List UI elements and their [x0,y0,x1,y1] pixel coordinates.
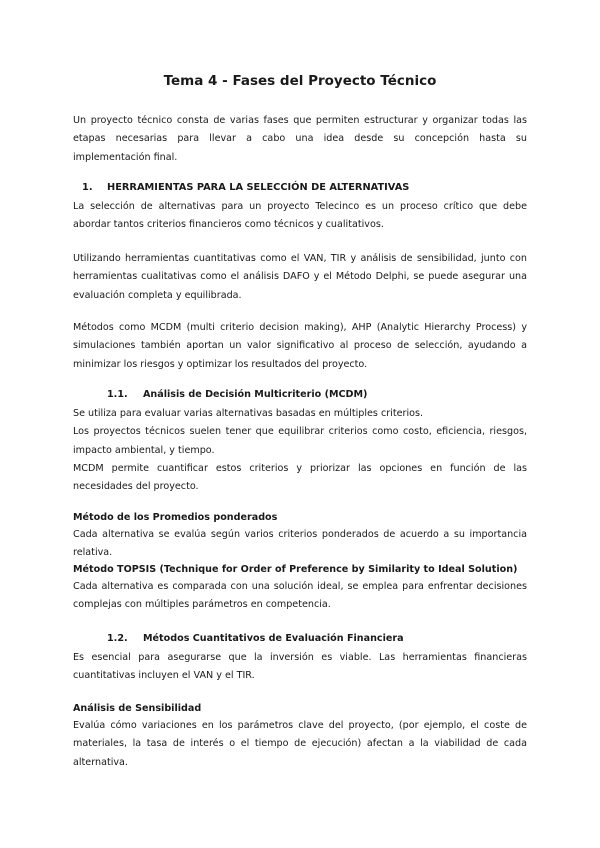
paragraph-line: Cada alternativa es comparada con una solución ideal, se emplea para enfrentar decisiones [73,581,527,592]
topsis-paragraph [73,578,527,615]
section-1-1-number: 1.1. [107,389,128,400]
paragraph-line: materiales, la tasa de interés o el tiempo de ejecución) afectan a la viabilidad de cada [73,738,527,750]
section-1-1-heading [107,389,367,400]
paragraph-line: Cada alternativa se evalúa según varios criterios ponderados de acuerdo a su importancia [73,529,527,540]
paragraph-line: Evalúa cómo variaciones en los parámetros clave del proyecto, (por ejemplo, el coste de [73,720,527,731]
paragraph-line: alternativa. [73,756,128,768]
section-1-title: HERRAMIENTAS PARA LA SELECCIÓN DE ALTERNATIVAS [107,182,410,193]
section-1-paragraph-1 [73,198,527,235]
section-1-2-paragraph [73,649,527,686]
section-1-number: 1. [82,182,93,193]
paragraph-line: necesidades del proyecto. [73,481,199,493]
paragraph-line: Los proyectos técnicos suelen tener que equilibrar criterios como costo, eficiencia, riesgos, [73,426,527,438]
paragraph-line: cuantitativas incluyen el VAN y el TIR. [73,670,255,682]
paragraph-line: La selección de alternativas para un proyecto Telecinco es un proceso crítico que debe [73,201,527,212]
paragraph-line: abordar tantos criterios financieros como técnicos y cualitativos. [73,219,384,231]
paragraph-line: MCDM permite cuantificar estos criterios y priorizar las opciones en función de las [73,462,527,474]
intro-line: etapas necesarias para llevar a cabo una idea desde su concepción hasta su [73,133,527,145]
section-1-paragraph-3 [73,319,527,374]
section-1-2-title: Métodos Cuantitativos de Evaluación Financiera [143,633,404,644]
weighted-method-paragraph [73,526,527,563]
section-1-2-number: 1.2. [107,633,128,644]
paragraph-line: simulaciones también aportan un valor significativo al proceso de selección, ayudando a [73,340,527,352]
sensitivity-heading: Análisis de Sensibilidad [73,703,202,714]
paragraph-line: complejas con múltiples parámetros en competencia. [73,599,331,611]
section-1-1-title: Análisis de Decisión Multicriterio (MCDM) [143,389,368,400]
page-title: Tema 4 - Fases del Proyecto Técnico [163,73,437,89]
section-1-heading [82,182,409,193]
paragraph-line: relativa. [73,547,113,559]
paragraph-line: herramientas cualitativas como el análisis DAFO y el Método Delphi, se puede asegurar una [73,271,527,283]
intro-line: implementación final. [73,151,178,163]
paragraph-line: Métodos como MCDM (multi criterio decision making), AHP (Analytic Hierarchy Process) y [73,322,527,333]
weighted-method-heading: Método de los Promedios ponderados [73,512,278,523]
intro-line: Un proyecto técnico consta de varias fases que permiten estructurar y organizar todas las [73,115,527,126]
paragraph-line: minimizar los riesgos y optimizar los resultados del proyecto. [73,358,368,370]
section-1-2-heading [107,633,404,644]
paragraph-line: Se utiliza para evaluar varias alternativas basadas en múltiples criterios. [73,408,424,419]
intro-paragraph [73,112,527,167]
section-1-1-paragraph [73,405,527,496]
topsis-heading: Método TOPSIS (Technique for Order of Preference by Similarity to Ideal Solution) [73,564,518,575]
sensitivity-paragraph [73,717,527,772]
paragraph-line: evaluación completa y equilibrada. [73,289,242,301]
paragraph-line: impacto ambiental, y tiempo. [73,444,215,456]
section-1-paragraph-2 [73,250,527,305]
paragraph-line: Es esencial para asegurarse que la inversión es viable. Las herramientas financieras [73,652,527,663]
paragraph-line: Utilizando herramientas cuantitativas como el VAN, TIR y análisis de sensibilidad, junto con [73,253,527,264]
